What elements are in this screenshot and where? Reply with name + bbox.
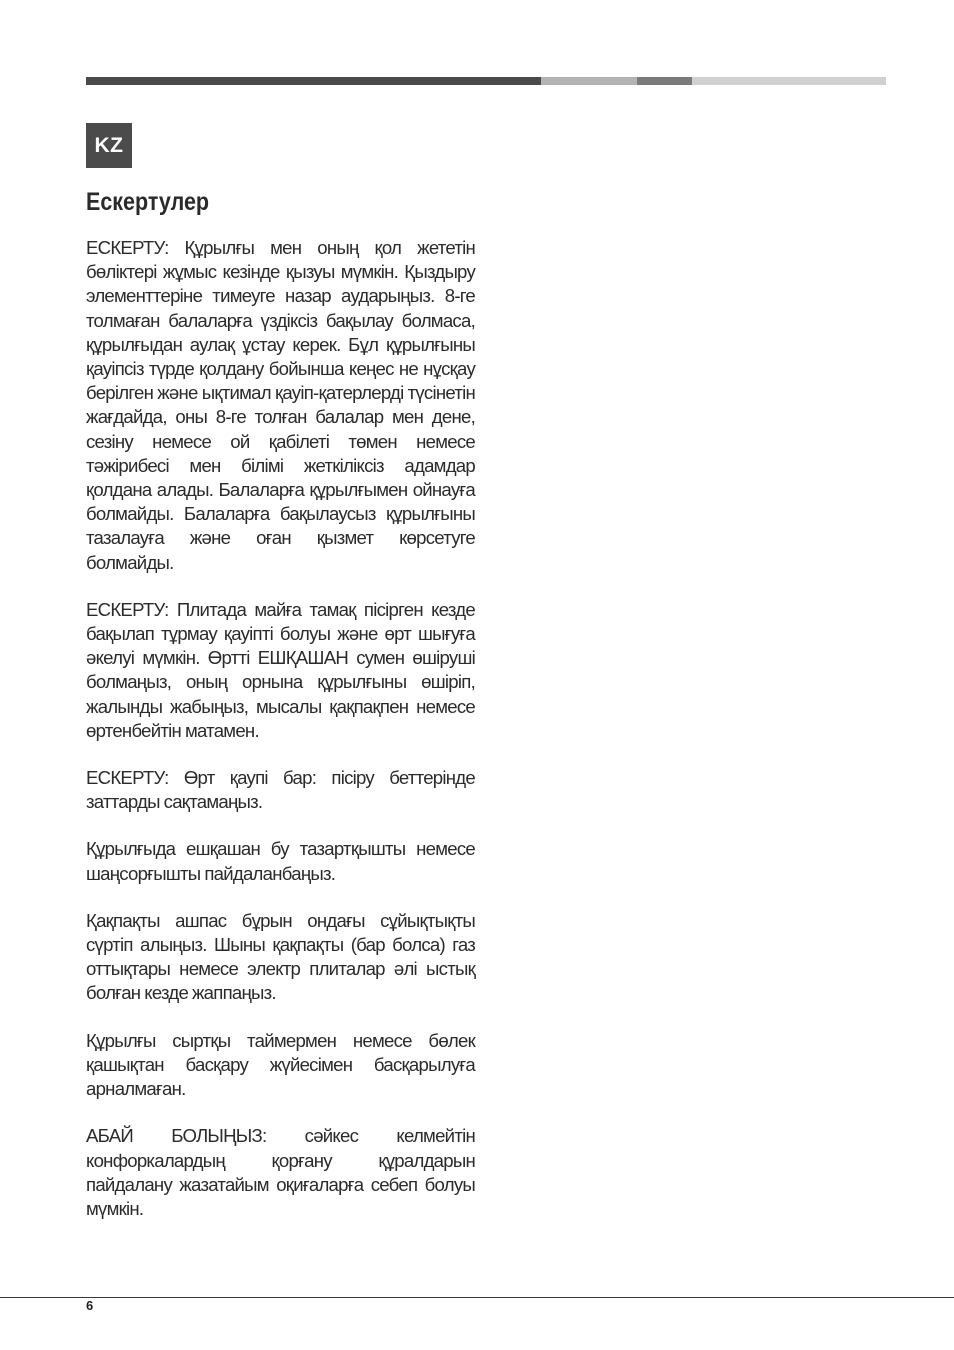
paragraph-warning-oil-fire: ЕСКЕРТУ: Плитада майға тамақ пісірген кезде бақылап тұрмау қауіпті болуы және өрт шығуға әкелуі мүмкін. Өртті ЕШҚАШАН сумен өшіруші болмаңыз, оның орнына құрылғыны өшіріп, жалынды жабыңыз, мысалы қақпақпен немесе өртенбейтін матамен. xyxy=(86,598,475,741)
header-bar-mid-segment xyxy=(637,77,692,85)
paragraph-caution-hob-guards: АБАЙ БОЛЫҢЫЗ: сәйкес келмейтін конфоркалардың қорғану құралдарын пайдалану жазатайым оқиғаларға себеп болуы мүмкін. xyxy=(86,1125,475,1219)
paragraph-lid-care: Қақпақты ашпас бұрын ондағы сұйықтықты сүртіп алыңыз. Шыны қақпақты (бар болса) газ оттықтары немесе электр плиталар әлі ыстық болған кезде жаппаңыз. xyxy=(86,909,475,1004)
footer-divider xyxy=(0,1297,954,1298)
language-badge: KZ xyxy=(86,123,132,168)
header-color-bar xyxy=(86,77,886,85)
header-bar-dark-segment xyxy=(86,77,541,85)
paragraph-external-timer: Құрылғы сыртқы таймермен немесе бөлек қашықтан басқару жүйесімен басқарылуға арналмаған. xyxy=(86,1029,475,1100)
header-bar-pale-segment xyxy=(692,77,886,85)
paragraph-warning-fire-hazard: ЕСКЕРТУ: Өрт қаупі бар: пісіру беттерінде заттарды сақтамаңыз. xyxy=(86,767,475,813)
page-title: Ескертулер xyxy=(86,188,210,216)
paragraph-steam-cleaner: Құрылғыда ешқашан бу тазартқышты немесе шаңсорғышты пайдаланбаңыз. xyxy=(86,838,475,884)
page-number: 6 xyxy=(86,1298,94,1313)
warnings-text-column xyxy=(86,236,475,1244)
header-bar-light-segment xyxy=(541,77,637,85)
paragraph-warning-hot-parts: ЕСКЕРТУ: Құрылғы мен оның қол жететін бөліктері жұмыс кезінде қызуы мүмкін. Қыздыру элементтеріне тимеуге назар аударыңыз. 8-ге толмаған балаларға үздіксіз бақылау болмаса, құрылғыдан аулақ ұстау керек. Бұл құрылғыны қауіпсіз түрде қолдану бойынша кеңес не нұсқау берілген және ықтимал қауіп-қатерлерді түсінетін жағдайда, оны 8-ге толған балалар мен дене, сезіну немесе ой қабілеті төмен немесе тәжірибесі мен білімі жеткіліксіз адамдар қолдана алады. Балаларға құрылғымен ойнауға болмайды. Балаларға бақылаусыз құрылғыны тазалауға және оған қызмет көрсетуге болмайды. xyxy=(86,237,475,573)
